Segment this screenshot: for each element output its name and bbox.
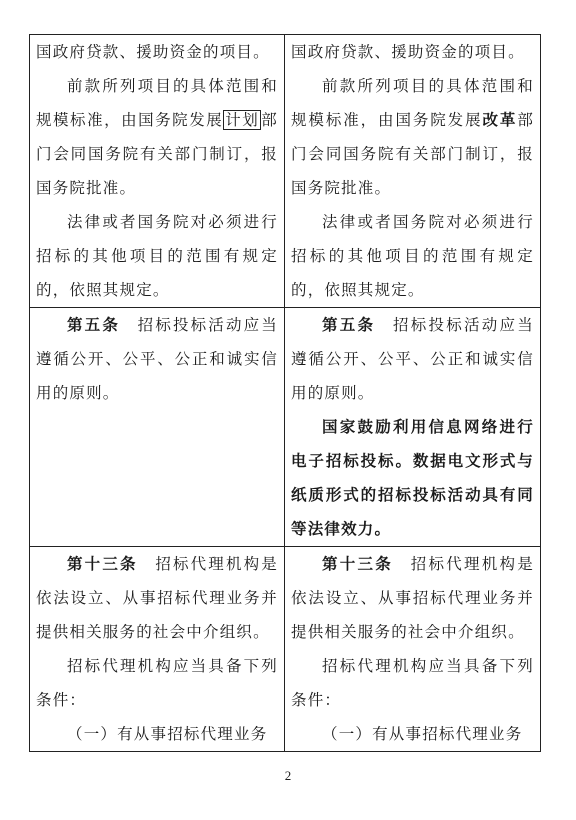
article-text: 招标代理机构是依法设立、从事招标代理业务并提供相关服务的社会中介组织。 bbox=[36, 555, 278, 641]
table-row bbox=[30, 308, 541, 547]
paragraph: 法律或者国务院对必须进行招标的其他项目的范围有规定的，依照其规定。 bbox=[291, 213, 534, 299]
added-paragraph: 国家鼓励利用信息网络进行电子招标投标。数据电文形式与纸质形式的招标投标活动具有同等法律效力。 bbox=[291, 418, 534, 538]
paragraph: （一）有从事招标代理业务 bbox=[322, 725, 523, 743]
old-text-cell bbox=[30, 35, 285, 308]
table-row bbox=[30, 35, 541, 308]
paragraph: 国政府贷款、援助资金的项目。 bbox=[36, 43, 270, 61]
new-text-cell bbox=[285, 547, 541, 752]
article-heading: 第五条 bbox=[67, 316, 120, 334]
article-text: 招标代理机构是依法设立、从事招标代理业务并提供相关服务的社会中介组织。 bbox=[291, 555, 534, 641]
article-paragraph bbox=[291, 308, 534, 410]
text-span: 部门会同国务院有关部门制订，报国务院批准。 bbox=[36, 111, 278, 197]
amended-term: 改革 bbox=[482, 111, 518, 129]
article-text: 招标投标活动应当遵循公开、公平、公正和诚实信用的原则。 bbox=[36, 316, 278, 402]
new-text-cell bbox=[285, 308, 541, 547]
comparison-table bbox=[29, 34, 541, 752]
old-text-cell bbox=[30, 308, 285, 547]
new-text-cell bbox=[285, 35, 541, 308]
article-heading: 第十三条 bbox=[322, 555, 394, 573]
table-row bbox=[30, 547, 541, 752]
paragraph bbox=[291, 69, 534, 205]
paragraph bbox=[36, 69, 278, 205]
paragraph: 法律或者国务院对必须进行招标的其他项目的范围有规定的，依照其规定。 bbox=[36, 213, 278, 299]
article-paragraph bbox=[36, 308, 278, 410]
text-span: 前款所列项目的具体范围和规模标准，由国务院发展 bbox=[291, 77, 534, 129]
paragraph: 国政府贷款、援助资金的项目。 bbox=[291, 43, 525, 61]
paragraph: （一）有从事招标代理业务 bbox=[67, 725, 268, 743]
old-text-cell bbox=[30, 547, 285, 752]
paragraph: 招标代理机构应当具备下列条件： bbox=[291, 657, 534, 709]
page-number: 2 bbox=[284, 768, 292, 783]
article-paragraph bbox=[291, 547, 534, 649]
article-text: 招标投标活动应当遵循公开、公平、公正和诚实信用的原则。 bbox=[291, 316, 534, 402]
article-paragraph bbox=[36, 547, 278, 649]
text-span: 前款所列项目的具体范围和规模标准，由国务院发展 bbox=[36, 77, 278, 129]
boxed-term: 计划 bbox=[225, 111, 260, 129]
text-span: 部门会同国务院有关部门制订，报国务院批准。 bbox=[291, 111, 535, 197]
article-heading: 第十三条 bbox=[67, 555, 138, 573]
article-heading: 第五条 bbox=[322, 316, 376, 334]
paragraph: 招标代理机构应当具备下列条件： bbox=[36, 657, 278, 709]
